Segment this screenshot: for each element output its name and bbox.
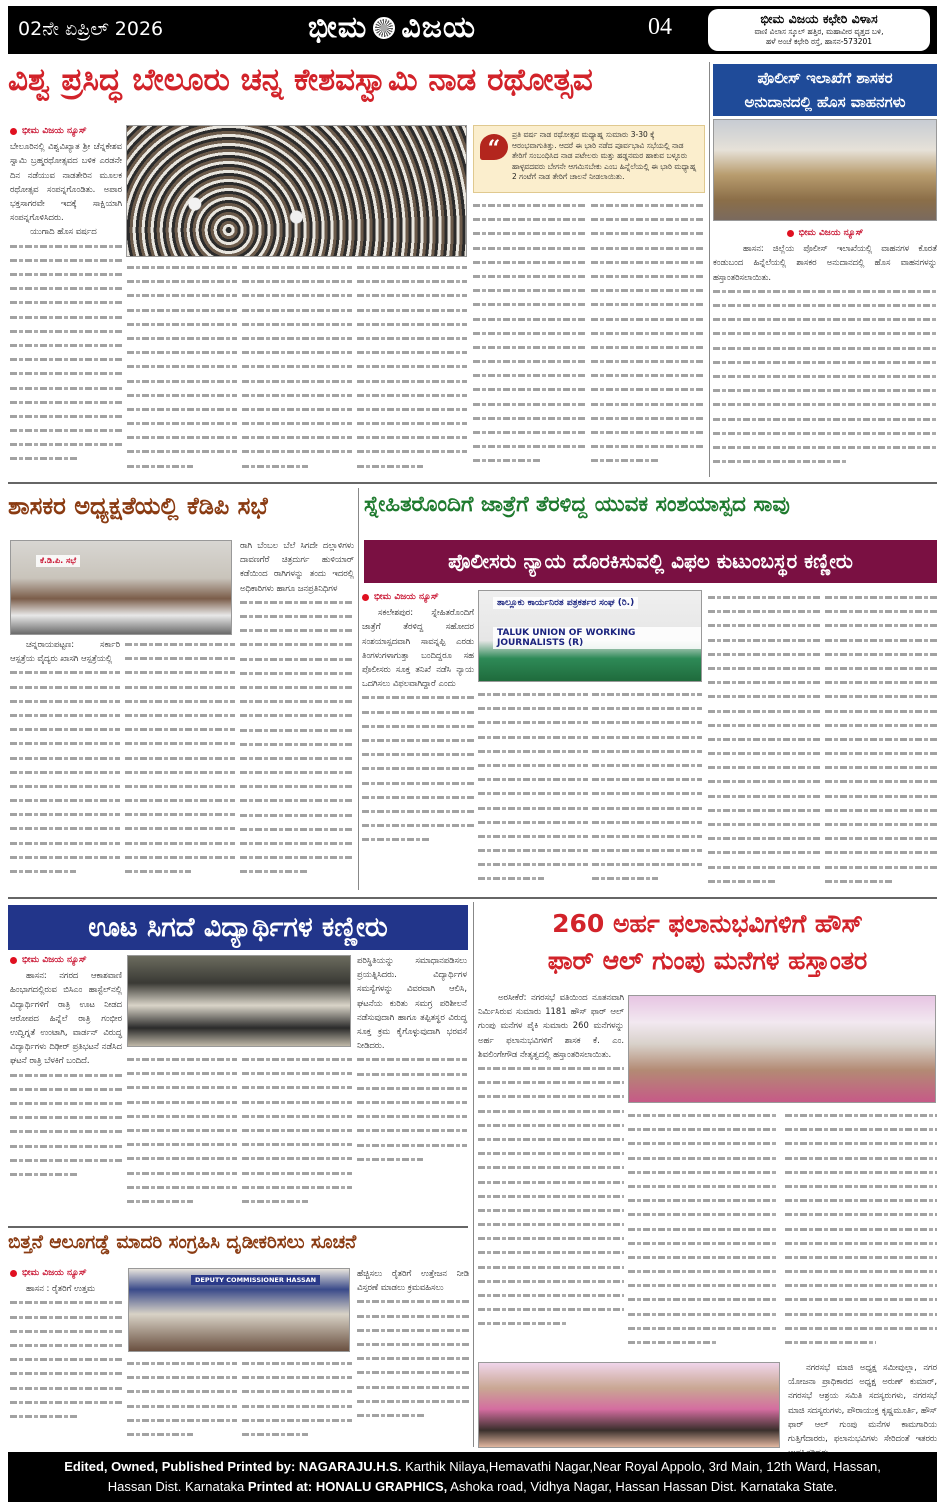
- photo-kdp-meeting: [10, 540, 232, 635]
- article-youth-col4: [708, 590, 820, 890]
- article-potato-col4: [357, 1266, 469, 1448]
- photo-press-meet: [478, 590, 702, 682]
- headline-kdp-meeting: ಶಾಸಕರ ಅಧ್ಯಕ್ಷತೆಯಲ್ಲಿ ಕೆಡಿಪಿ ಸಭೆ: [8, 492, 268, 520]
- article-potato-col1: [10, 1266, 122, 1448]
- subhead-youth-death: ಪೊಲೀಸರು ನ್ಯಾಯ ದೊರಕಿಸುವಲ್ಲಿ ವಿಫಲ ಕುಟುಂಬಸ್ಥರ ಕಣ್ಣೀರು: [364, 540, 937, 583]
- article-youth-col5: [825, 590, 937, 890]
- chakra-icon: [373, 17, 395, 39]
- article-rathotsava-col5: [473, 198, 585, 475]
- article-hostel-col3: [242, 1052, 352, 1212]
- imprint-printer: Printed at: HONALU GRAPHICS,: [247, 1479, 448, 1494]
- article-kdp-col1: [10, 637, 120, 890]
- photo-rathotsava-crowd: [126, 125, 467, 257]
- article-text: ನಗರಸಭೆ ಮಾಜಿ ಅಧ್ಯಕ್ಷ ಸಮೀವುಲ್ಲಾ, ನಗರ ಯೋಜನಾ ಪ್ರಾಧಿಕಾರದ ಅಧ್ಯಕ್ಷ ಅರುಣ್ ಕುಮಾರ್, ನಗರಸಭೆ ಆಶ್ರಯ ಸಮಿತಿ ಸದಸ್ಯರುಗಳು, ನಗರಸಭೆ ಮಾಜಿ ಸದಸ್ಯರುಗಳು, ಪೌರಾಯುಕ್ತ ಕೃಷ್ಣಮೂರ್ತಿ, ಹೌಸ್ ಫಾರ್ ಆಲ್ ಗುಂಪು ಮನೆಗಳ ಕಾಮಗಾರಿಯ ಗುತ್ತಿಗೆದಾರರು, ಫಲಾನುಭವಿಗಳು ಸೇರಿದಂತೆ ಇತರರು: [788, 1362, 937, 1444]
- article-text: ಹೆಚ್ಚಿಸಲು ರೈತರಿಗೆ ಉತ್ತೇಜನ ನೀಡಿ ವಿಸ್ತರಣೆ ಮಾಡಲು ಕ್ರಮವಹಿಸಲು: [357, 1268, 469, 1293]
- headline-housing: 260 ಅರ್ಹ ಫಲಾನುಭವಿಗಳಿಗೆ ಹೌಸ್ ಫಾರ್ ಆಲ್ ಗುಂಪು ಮನೆಗಳ ಹಸ್ತಾಂತರ: [547, 909, 868, 975]
- newspaper-logo: [308, 10, 476, 45]
- photo-beneficiaries-audience: [478, 1362, 780, 1448]
- column-divider: [473, 902, 474, 1447]
- photo-hostel-students: [127, 955, 351, 1047]
- bullet-icon: [10, 1270, 17, 1277]
- photo-banner: ಕೆ.ಡಿ.ಪಿ. ಸಭೆ: [36, 555, 80, 567]
- column-divider: [358, 488, 359, 890]
- bullet-icon: [10, 957, 17, 964]
- printer-imprint: [8, 1452, 937, 1502]
- photo-banner-kannada: ತಾಲ್ಲೂಕು ಕಾರ್ಯನಿರತ ಪತ್ರಕರ್ತರ ಸಂಘ (ರಿ.): [493, 597, 638, 609]
- article-hostel-col2: [127, 1052, 237, 1212]
- article-text: ರಾಗಿ ಬೆಂಬಲ ಬೆಲೆ ಸಿಗದೇ ದಲ್ಲಾಳಿಗಳು ದಾವಣಗೆರೆ ಚಿತ್ರದುರ್ಗ ಹುಳಿಯಾರ್ ಕಡೆಯಿಂದ ರಾಗಿಗಳನ್ನು ತಂದು ಇದರಲ್ಲಿ ಅಧಿಕಾರಿಗಳು ಹಾಗೂ ಜನಪ್ರತಿನಿಧಿಗಳ: [240, 540, 354, 593]
- article-text: ಯುಗಾದಿ ಹೊಸ ವರ್ಷದ: [30, 226, 97, 237]
- bullet-icon: [10, 128, 17, 135]
- photo-police-vehicles: [713, 119, 937, 221]
- imprint-publisher: Edited, Owned, Published Printed by: NAGARAJU.H.S.: [64, 1459, 402, 1474]
- imprint-address: Karthik Nilaya,Hemavathi Nagar,Near Royal Appolo, 3rd Main, 12th Ward, Hassan,: [405, 1459, 881, 1474]
- headline-youth-death: ಸ್ನೇಹಿತರೊಂದಿಗೆ ಜಾತ್ರೆಗೆ ತೆರಳಿದ್ದ ಯುವಕ ಸಂಶಯಾಸ್ಪದ ಸಾವು: [364, 492, 790, 517]
- imprint-district: Hassan Dist. Karnataka: [107, 1479, 245, 1494]
- article-text: ಬೇಲೂರಿನಲ್ಲಿ ವಿಶ್ವವಿಖ್ಯಾತ ಶ್ರೀ ಚೆನ್ನಕೇಶವ ಸ್ವಾಮಿ ಬ್ರಹ್ಮರಥೋತ್ಸವದ ಬಳಿಕ ಎರಡನೇ ದಿನ ನಡೆಯುವ ನಾಡತೇರಿನ ಮೂಲಕ ರಥೋತ್ಸವ ಸಂಪನ್ನಗೊಂಡಿತು. ಅಪಾರ ಭಕ್ತಸಾಗರವೇ ಇದಕ್ಕೆ ಸಾಕ್ಷಿಯಾಗಿ ಸಂಪನ್ನಗೊಳಿಸಿದರು.: [10, 141, 122, 223]
- article-text: ಸಕಲೇಶಪುರ: ಸ್ನೇಹಿತರೊಂದಿಗೆ ಜಾತ್ರೆಗೆ ತೆರಳಿದ್ದ ಸಹೋದರ ಸಂಶಯಾಸ್ಪದವಾಗಿ ಸಾವನ್ನಪ್ಪಿ ಎರಡು ತಿಂಗಳುಗಳಾಗುತ್ತಾ ಬಂದಿದ್ದರೂ ಸಹ ಪೊಲೀಸರು ಸೂಕ್ತ ತನಿಖೆ ನಡೆಸಿ ನ್ಯಾಯ ಒದಗಿಸಲು ವಿಫಲವಾಗಿದ್ದಾರೆ ಎಂದು: [362, 607, 474, 689]
- bullet-icon: [787, 230, 794, 237]
- photo-banner: DEPUTY COMMISSIONER HASSAN: [191, 1275, 320, 1285]
- article-text: ಹಾಸನ : ರೈತರಿಗೆ ಉತ್ತಮ: [26, 1283, 95, 1294]
- masthead: [8, 6, 937, 54]
- article-housing-col2: [628, 1108, 778, 1358]
- article-kdp-col-side: [240, 538, 354, 890]
- imprint-printer-address: Ashoka road, Vidhya Nagar, Hassan Hassan Dist. Karnataka State.: [450, 1479, 838, 1494]
- article-text: ಹಾಸನ: ನಗರದ ಆಕಾಶವಾಣಿ ಹಿಂಭಾಗದಲ್ಲಿರುವ ಬಿಸಿಎಂ ಹಾಸ್ಟೆಲ್‌ನಲ್ಲಿ ವಿದ್ಯಾರ್ಥಿಗಳಿಗೆ ರಾತ್ರಿ ಊಟ ನೀಡದ ಆರೋಪದ ಹಿನ್ನೆಲೆ ರಾತ್ರಿ ಗಂಭೀರ ಉದ್ವಿಗ್ನತೆ ಉಂಟಾಗಿ, ವಾರ್ಡನ್ ವಿರುದ್ಧ ವಿದ್ಯಾರ್ಥಿಗಳು ದಿಢೀರ್ ಪ್ರತಿಭಟನೆ ನಡೆಸಿದ ಘಟನೆ ರಾತ್ರಿ ಬೆಳಕಿಗೆ ಬಂದಿದೆ.: [10, 970, 122, 1066]
- headline-rathotsava: ವಿಶ್ವ ಪ್ರಸಿದ್ಧ ಬೇಲೂರು ಚನ್ನ ಕೇಶವಸ್ವಾಮಿ ನಾಡ ರಥೋತ್ಸವ: [8, 62, 593, 98]
- column-divider: [709, 62, 710, 477]
- article-potato-col3: [242, 1356, 352, 1448]
- office-title: ಭೀಮ ವಿಜಯ ಕಛೇರಿ ವಿಳಾಸ: [760, 11, 878, 26]
- article-police-vehicles-text: [713, 226, 937, 476]
- article-youth-col1: [362, 590, 474, 890]
- article-text: ಹಾಸನ: ಜಿಲ್ಲೆಯ ಪೊಲೀಸ್ ಇಲಾಖೆಯಲ್ಲಿ ವಾಹನಗಳ ಕೊರತೆ ಕಂಡುಬಂದ ಹಿನ್ನೆಲೆಯಲ್ಲಿ ಶಾಸಕರ ಅನುದಾನದಲ್ಲಿ ಹೊಸ ವಾಹನಗಳನ್ನು ಹಸ್ತಾಂತರಿಸಲಾಯಿತು.: [713, 243, 937, 282]
- office-address-line: ವಾಣಿ ವಿಲಾಸ ಸ್ಕೂಲ್ ಹತ್ತಿರ, ಮಹಾವೀರ ವೃತ್ತದ ಬಳಿ,: [754, 27, 884, 36]
- section-divider: [8, 897, 937, 899]
- article-housing-col3: [785, 1108, 937, 1358]
- article-youth-col3: [592, 687, 702, 890]
- photo-banner-english: TALUK UNION OF WORKING JOURNALISTS (R): [493, 627, 701, 649]
- article-rathotsava-col6: [591, 198, 705, 475]
- article-text: ಪರಿಸ್ಥಿತಿಯನ್ನು ಸಮಾಧಾನಪಡಿಸಲು ಪ್ರಯತ್ನಿಸಿದರು. ವಿದ್ಯಾರ್ಥಿಗಳ ಸಮಸ್ಯೆಗಳನ್ನು ವಿವರವಾಗಿ ಆಲಿಸಿ, ಘಟನೆಯ ಕುರಿತು ಸಮಗ್ರ ಪರಿಶೀಲನೆ ನಡೆಸುವುದಾಗಿ ಹಾಗೂ ತಪ್ಪಿತಸ್ಥರ ವಿರುದ್ಧ ಸೂಕ್ತ ಕ್ರಮ ಕೈಗೊಳ್ಳುವುದಾಗಿ ಭರವಸೆ ನೀಡಿದರು.: [357, 955, 467, 1051]
- byline: ಭೀಮ ವಿಜಯ ನ್ಯೂಸ್: [10, 124, 122, 138]
- article-rathotsava-col4: [357, 260, 467, 475]
- pull-quote-box: [473, 125, 705, 193]
- article-text: ಅರಸೀಕೆರೆ: ನಗರಸಭೆ ವತಿಯಿಂದ ನೂತನವಾಗಿ ನಿರ್ಮಿಸಿರುವ ಸುಮಾರು 1181 ಹೌಸ್ ಫಾರ್ ಆಲ್ ಗುಂಪು ಮನೆಗಳ ಪೈಕಿ ಸುಮಾರು 260 ಮನೆಗಳನ್ನು ಅರ್ಹ ಫಲಾನುಭವಿಗಳಿಗೆ ಶಾಸಕ ಕೆ. ಎಂ. ಶಿವಲಿಂಗೇಗೌಡ ನೇತೃತ್ವದಲ್ಲಿ ಹಸ್ತಾಂತರಿಸಲಾಯಿತು.: [478, 992, 624, 1059]
- article-kdp-col2: [125, 637, 235, 890]
- office-address-line: ಹಳೆ ಅಂಚೆ ಕಛೇರಿ ರಸ್ತೆ, ಹಾಸನ-573201: [765, 37, 873, 46]
- photo-dc-meeting: [128, 1268, 350, 1352]
- byline: ಭೀಮ ವಿಜಯ ನ್ಯೂಸ್: [713, 226, 937, 240]
- byline: ಭೀಮ ವಿಜಯ ನ್ಯೂಸ್: [10, 1266, 122, 1280]
- article-hostel-col1: [10, 953, 122, 1213]
- article-potato-col2: [127, 1356, 237, 1448]
- article-rathotsava-col1: [10, 124, 122, 474]
- logo-text-right: ವಿಜಯ: [401, 10, 476, 45]
- article-rathotsava-col3: [242, 260, 352, 475]
- issue-date: 02ನೇ ಏಪ್ರಿಲ್ 2026: [18, 18, 164, 40]
- section-divider: [8, 482, 937, 484]
- byline: ಭೀಮ ವಿಜಯ ನ್ಯೂಸ್: [362, 590, 474, 604]
- article-hostel-col4: [357, 953, 467, 1213]
- byline: ಭೀಮ ವಿಜಯ ನ್ಯೂಸ್: [10, 953, 122, 967]
- headline-potato-seed: ಬಿತ್ತನೆ ಆಲೂಗಡ್ಡೆ ಮಾದರಿ ಸಂಗ್ರಹಿಸಿ ದೃಡೀಕರಿಸಲು ಸೂಚನೆ: [8, 1232, 357, 1253]
- office-address-box: [708, 9, 930, 51]
- bullet-icon: [362, 594, 369, 601]
- article-housing-closing: [788, 1360, 937, 1450]
- section-divider: [8, 1226, 468, 1228]
- logo-text-left: ಭೀಮ: [308, 10, 368, 45]
- photo-house-key-handover: [628, 995, 936, 1103]
- article-housing-col1: [478, 990, 624, 1365]
- article-text: ಚನ್ನರಾಯಪಟ್ಟಣ: ಸರ್ಕಾರಿ ಆಸ್ಪತ್ರೆಯ ವೈದ್ಯರು ಖಾಸಗಿ ಆಸ್ಪತ್ರೆಯಲ್ಲಿ: [10, 639, 120, 664]
- article-rathotsava-col2: [127, 260, 237, 475]
- headline-hostel-food: ಊಟ ಸಿಗದೆ ವಿದ್ಯಾರ್ಥಿಗಳ ಕಣ್ಣೀರು: [8, 905, 468, 950]
- page-number: 04: [648, 14, 672, 40]
- quote-icon: “: [480, 134, 508, 160]
- headline-police-vehicles: ಪೊಲೀಸ್ ಇಲಾಖೆಗೆ ಶಾಸಕರ ಅನುದಾನದಲ್ಲಿ ಹೊಸ ವಾಹನಗಳು: [713, 64, 937, 116]
- article-youth-col2: [478, 687, 588, 890]
- pull-quote-text: ಪ್ರತಿ ವರ್ಷ ನಾಡ ರಥೋತ್ಸವ ಮಧ್ಯಾಹ್ನ ಸುಮಾರು 3-30 ಕ್ಕೆ ಆರಂಭವಾಗುತಿತ್ತು. ಆದರೆ ಈ ಭಾರಿ ನಡೆದ ಪೂರ್ವಭಾವಿ ಸಭೆಯಲ್ಲಿ ನಾಡ ತೇರಿಗೆ ಸಂಬಂಧಿಸಿದ ನಾಡ ಪಟೇಲರು ಮತ್ತು ಹಡ್ಡನಮರ ಹಾಕುವ ಬಳ್ಳೂರು ಹಾಳ್ಳವದವರು ಬೇಗನೇ ಆಗಮಿಸಬೇಕು ಎಂಬ ಹಿನ್ನೆಲೆಯಲ್ಲಿ ಈ ಭಾರಿ ಮಧ್ಯಾಹ್ನ 2 ಗಂಟೆಗೆ ನಾಡ ತೇರಿಗೆ ಚಾಲನೆ ನೀಡಲಾಯಿತು.: [512, 130, 697, 181]
